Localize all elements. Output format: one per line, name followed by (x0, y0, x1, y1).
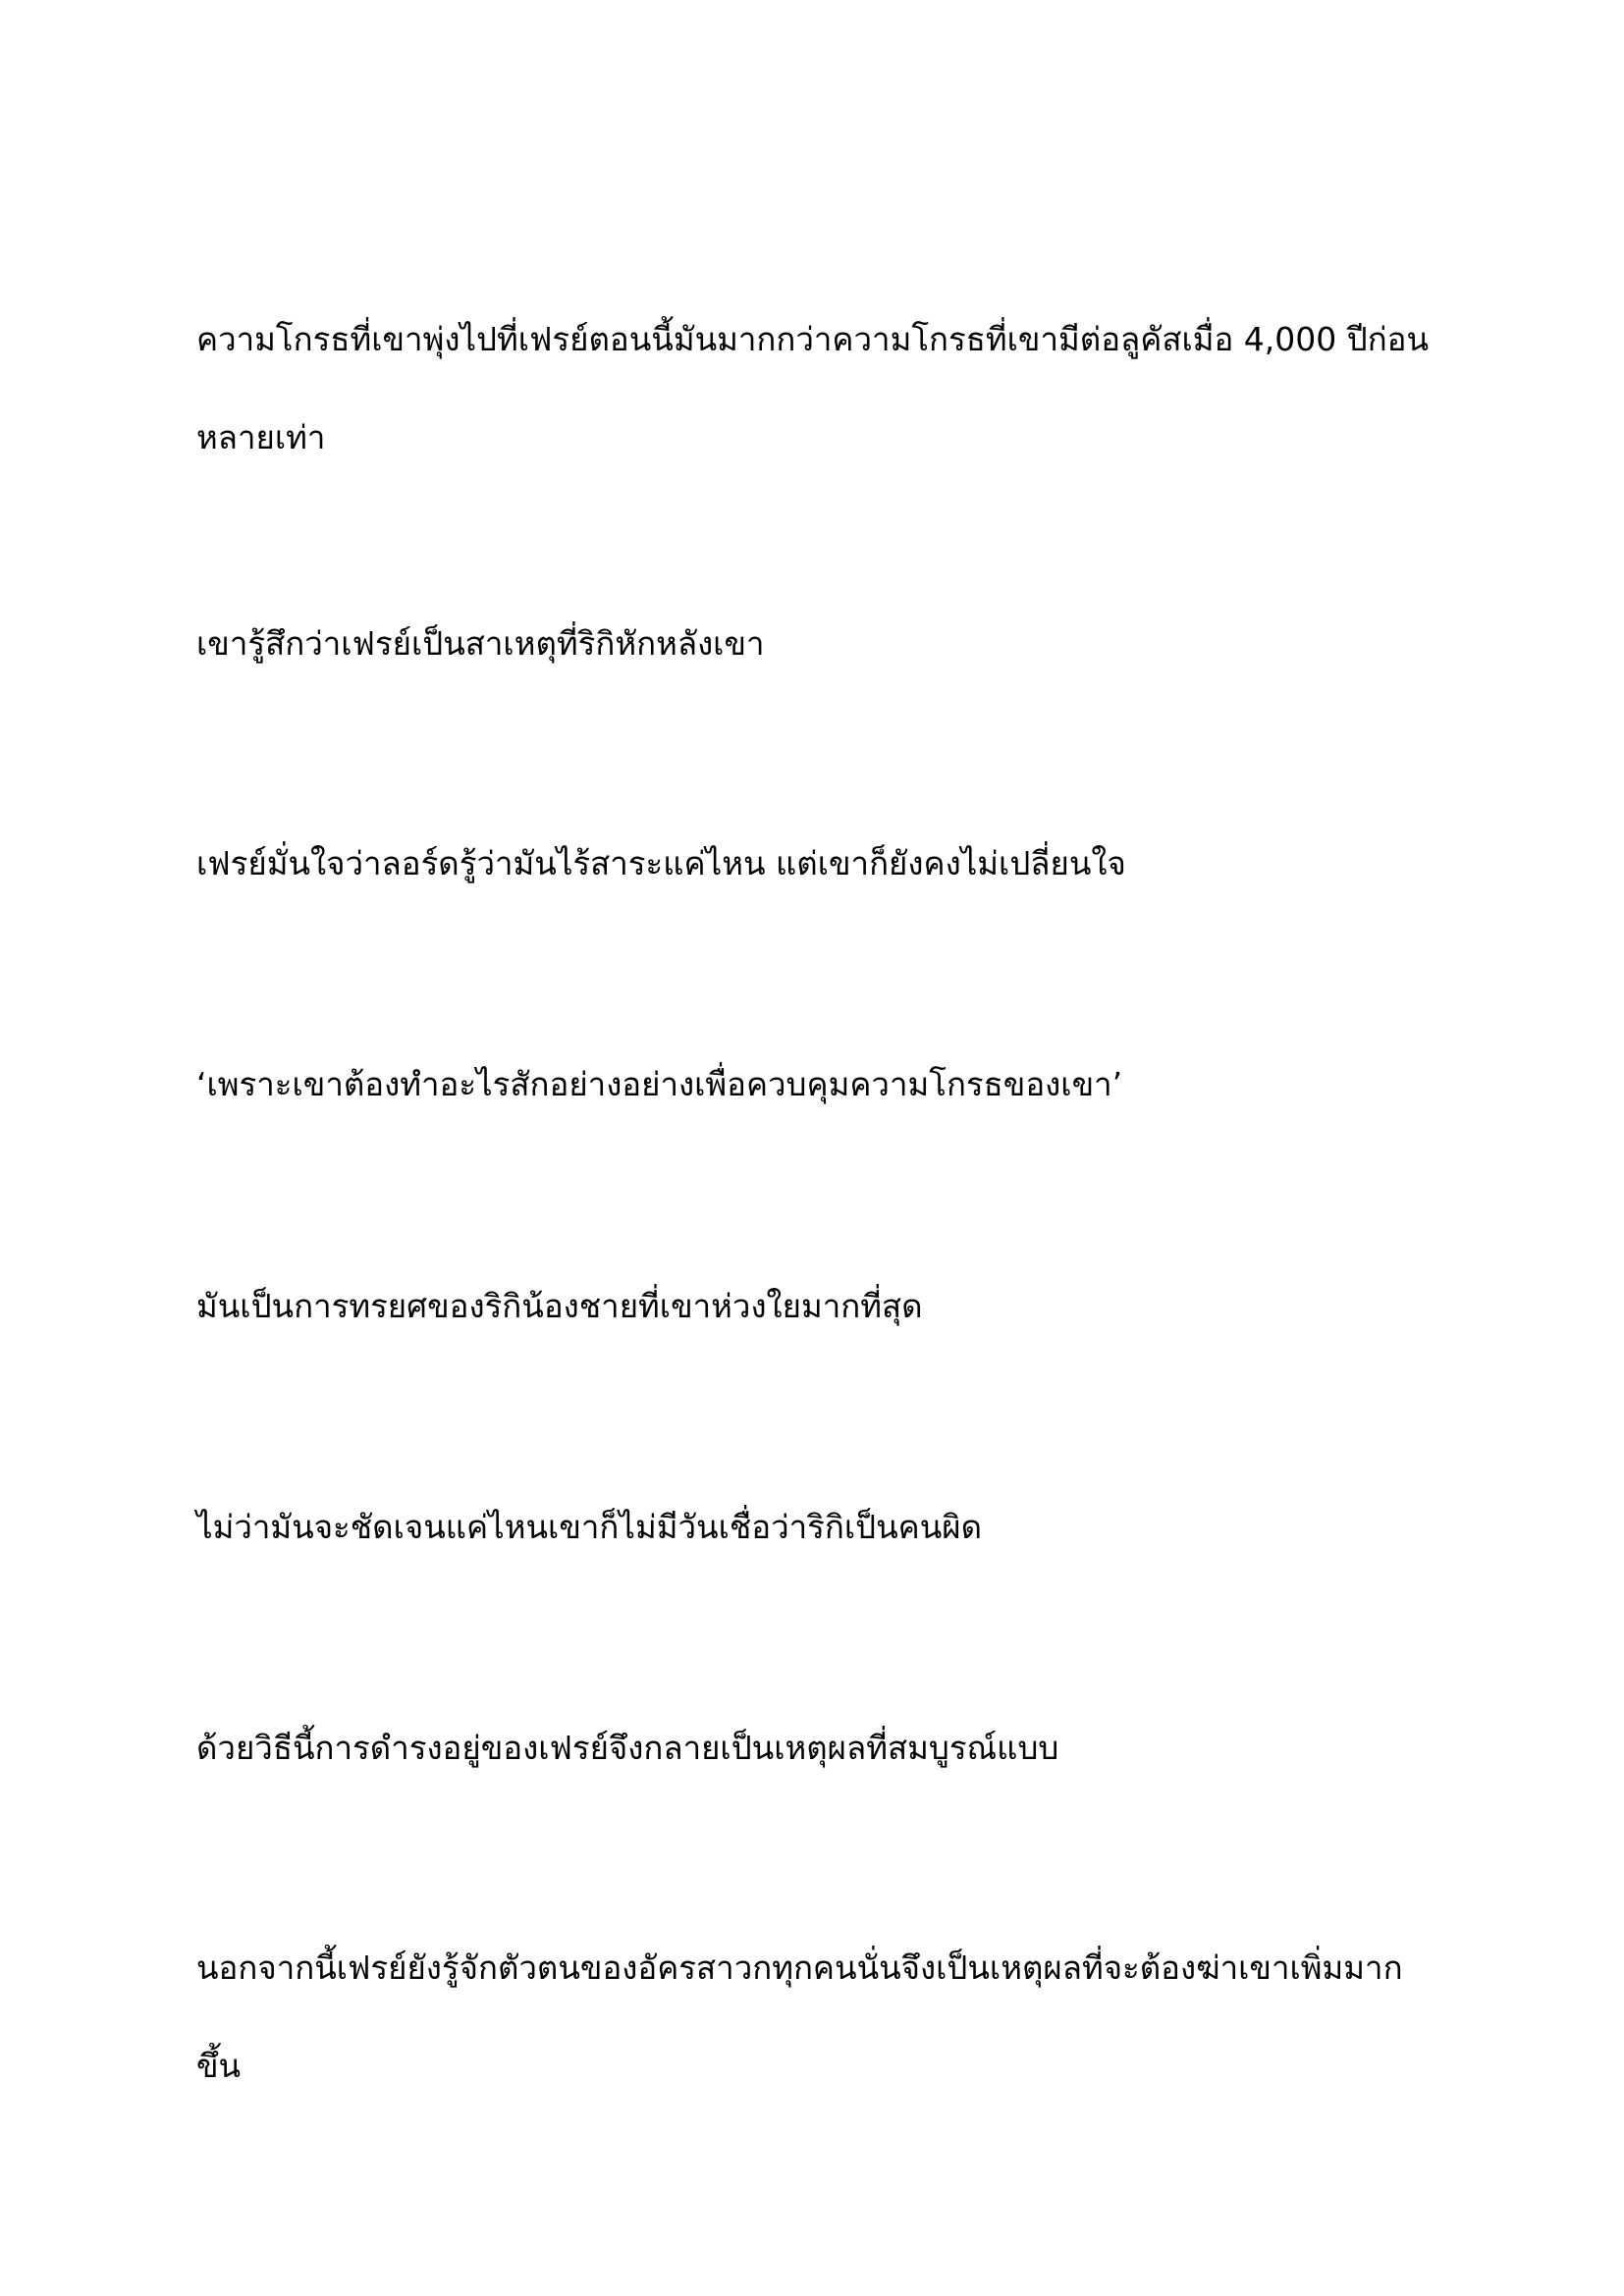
paragraph: ไม่ว่ามันจะชัดเจนแค่ไหนเขาก็ไม่มีวันเชื่อว่าริกิเป็นคนผิด (196, 1508, 983, 1546)
paragraph: นอกจากนี้เฟรย์ยังรู้จักตัวตนของอัครสาวกทุกคนนั่นจึงเป็นเหตุผลที่จะต้องฆ่าเขาเพิ่มมากขึ้น (196, 1949, 1403, 2085)
paragraph: มันเป็นการทรยศของริกิน้องชายที่เขาห่วงใยมากที่สุด (196, 1287, 923, 1325)
paragraph: ‘เพราะเขาต้องทำอะไรสักอย่างอย่างเพื่อควบคุมความโกรธของเขา’ (196, 1065, 1123, 1103)
paragraph: เขารู้สึกว่าเฟรย์เป็นสาเหตุที่ริกิหักหลังเขา (196, 624, 765, 663)
paragraph: เฟรย์มั่นใจว่าลอร์ดรู้ว่ามันไร้สาระแค่ไหน แต่เขาก็ยังคงไม่เปลี่ยนใจ (196, 844, 1126, 882)
paragraph: ความโกรธที่เขาพุ่งไปที่เฟรย์ตอนนี้มันมากกว่าความโกรธที่เขามีต่อลูคัสเมื่อ 4,000 ปีก่อนหลายเท่า (196, 320, 1430, 456)
paragraph: ด้วยวิธีนี้การดำรงอยู่ของเฟรย์จึงกลายเป็นเหตุผลที่สมบูรณ์แบบ (196, 1729, 1059, 1767)
